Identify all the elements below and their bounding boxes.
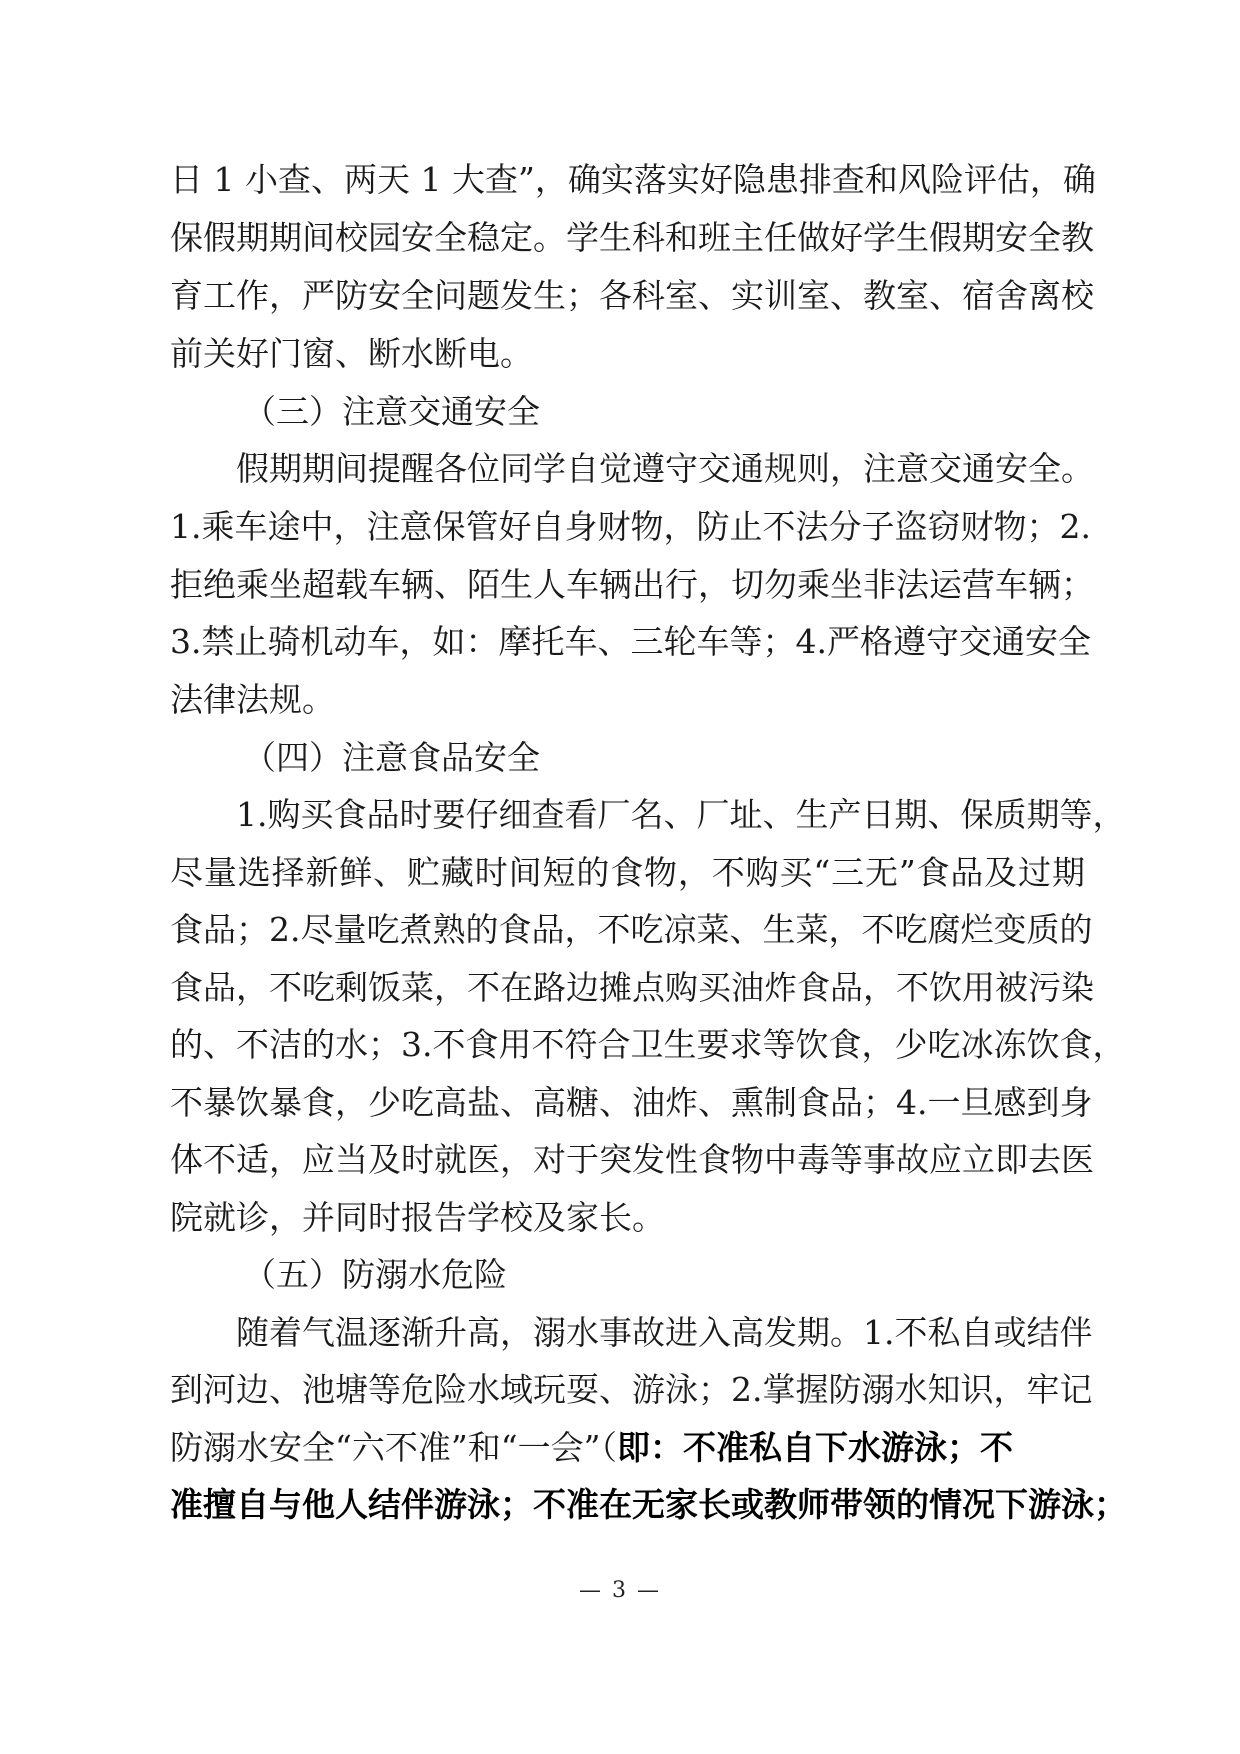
body-line-24: 准擅自与他人结伴游泳；不准在无家长或教师带领的情况下游泳；: [170, 1485, 1127, 1524]
section-heading-food: （四）注意食品安全: [243, 738, 540, 777]
body-line-19: 院就诊，并同时报告学校及家长。: [170, 1198, 665, 1237]
section-heading-traffic: （三）注意交通安全: [243, 392, 540, 431]
body-line-12: 1.购买食品时要仔细查看厂名、厂址、生产日期、保质期等，: [236, 795, 1126, 834]
body-line-23-regular: 防溺水安全“六不准”和“一会”（: [170, 1428, 617, 1467]
body-line-23: [170, 1426, 1085, 1470]
body-line-1: 日 1 小查、两天 1 大查”，确实落实好隐患排查和风险评估，确: [170, 160, 1096, 199]
body-line-4: 前关好门窗、断水断电。: [170, 334, 533, 373]
body-line-10: 法律法规。: [170, 680, 335, 719]
body-line-14: 食品；2.尽量吃煮熟的食品，不吃凉菜、生菜，不吃腐烂变质的: [170, 910, 1093, 949]
body-line-16: 的、不洁的水；3.不食用不符合卫生要求等饮食，少吃冰冻饮食，: [170, 1025, 1126, 1064]
body-line-22: 到河边、池塘等危险水域玩耍、游泳；2.掌握防溺水知识，牢记: [170, 1370, 1093, 1409]
body-line-8: 拒绝乘坐超载车辆、陌生人车辆出行，切勿乘坐非法运营车辆；: [170, 565, 1094, 604]
body-line-2: 保假期期间校园安全稳定。学生科和班主任做好学生假期安全教: [170, 218, 1094, 257]
body-line-7: 1.乘车途中，注意保管好自身财物，防止不法分子盗窃财物；2.: [170, 507, 1091, 546]
body-line-21: 随着气温逐渐升高，溺水事故进入高发期。1.不私自或结伴: [236, 1313, 1093, 1352]
section-heading-drowning: （五）防溺水危险: [243, 1255, 507, 1294]
body-line-3: 育工作，严防安全问题发生；各科室、实训室、教室、宿舍离校: [170, 276, 1094, 315]
body-line-6: 假期期间提醒各位同学自觉遵守交通规则，注意交通安全。: [236, 449, 1094, 488]
page-number: — 3 —: [579, 1578, 661, 1603]
body-line-17: 不暴饮暴食，少吃高盐、高糖、油炸、熏制食品；4.一旦感到身: [170, 1083, 1093, 1122]
body-line-18: 体不适，应当及时就医，对于突发性食物中毒等事故应立即去医: [170, 1140, 1094, 1179]
body-line-23-bold: 即：不准私自下水游泳；不: [616, 1428, 1013, 1467]
body-line-13: 尽量选择新鲜、贮藏时间短的食物，不购买“三无”食品及过期: [170, 853, 1085, 892]
body-line-9: 3.禁止骑机动车，如：摩托车、三轮车等；4.严格遵守交通安全: [170, 622, 1091, 661]
body-line-15: 食品，不吃剩饭菜，不在路边摊点购买油炸食品，不饮用被污染: [170, 968, 1094, 1007]
